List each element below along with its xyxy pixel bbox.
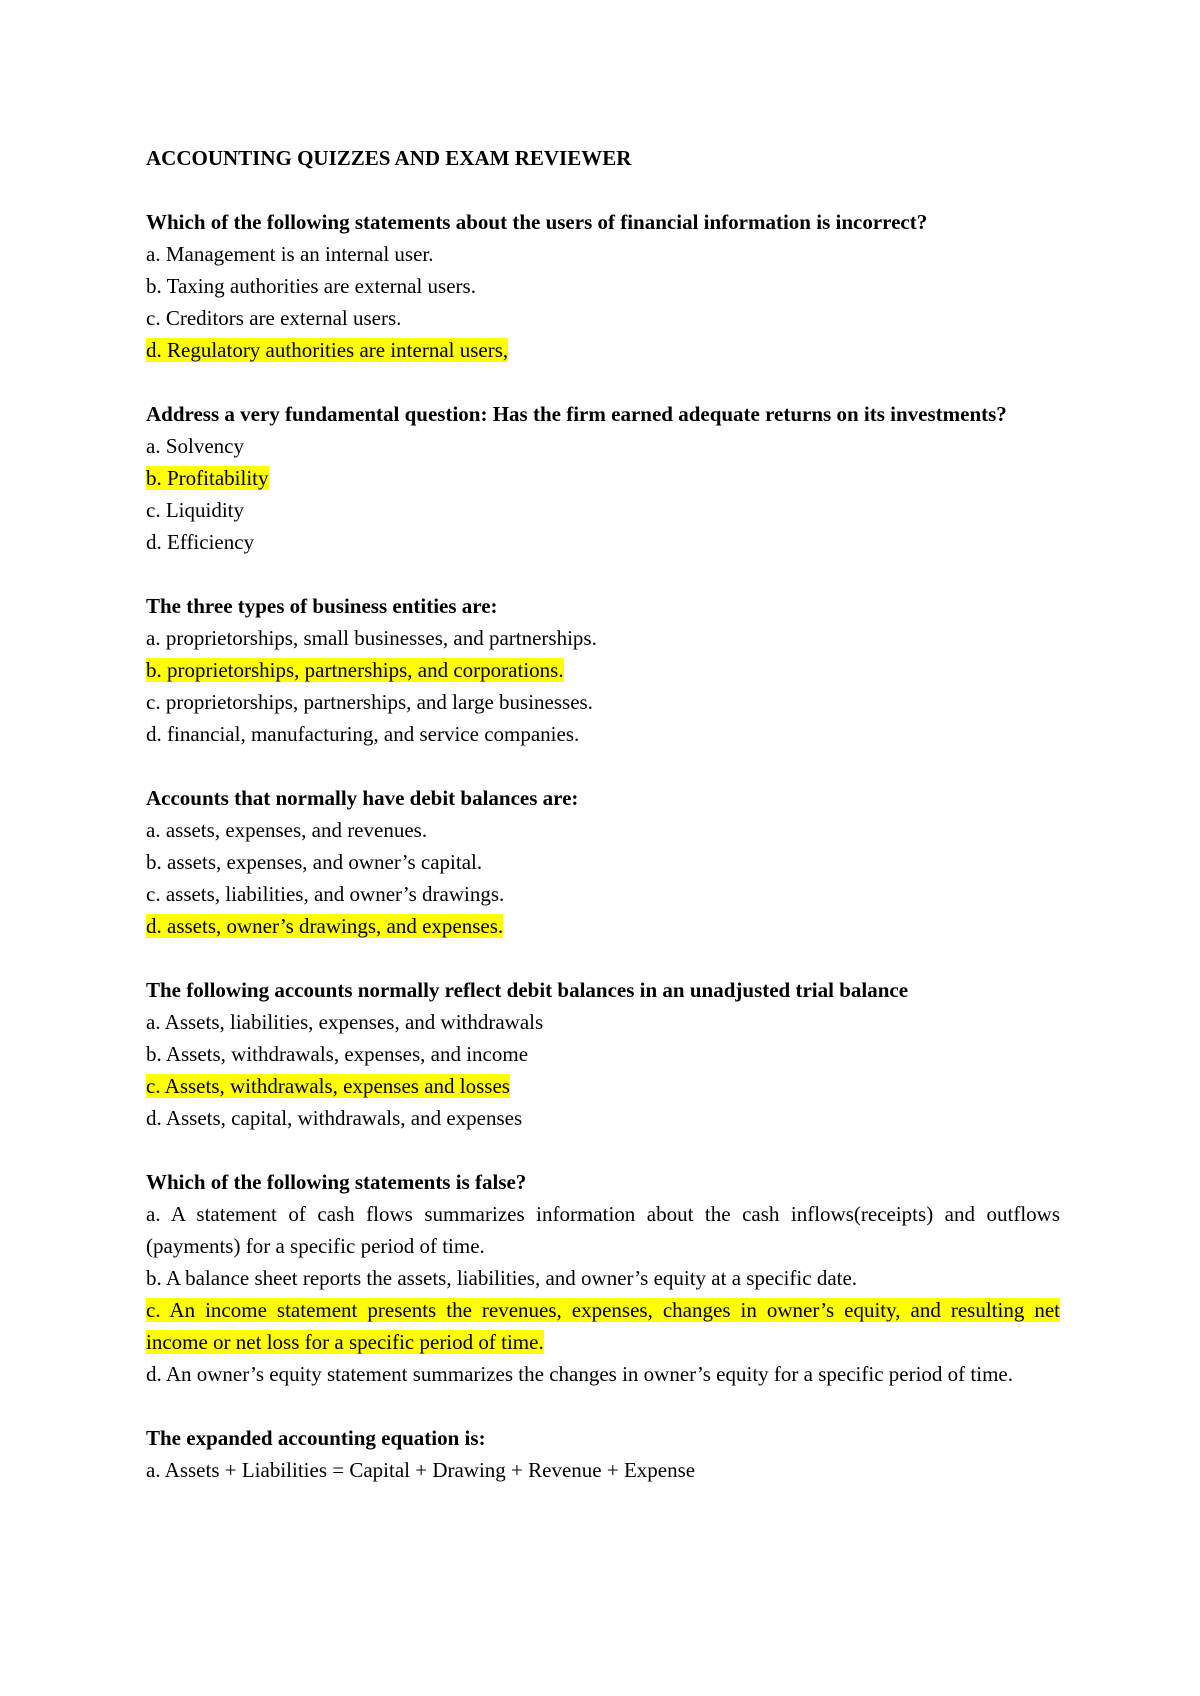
option-text: d. assets, owner’s drawings, and expenses. [146,914,504,938]
question-text: Address a very fundamental question: Has the firm earned adequate returns on its investments? [146,402,1007,426]
option-text: a. Assets, liabilities, expenses, and withdrawals [146,1010,544,1034]
question-block [146,1422,1060,1486]
answer-option [146,846,1060,878]
option-text: b. proprietorships, partnerships, and corporations. [146,658,564,682]
question-block [146,398,1060,558]
question-text: Accounts that normally have debit balances are: [146,786,579,810]
option-text: d. Efficiency [146,530,255,554]
option-text: c. assets, liabilities, and owner’s drawings. [146,882,505,906]
answer-option-highlighted [146,1070,1060,1102]
answer-option-highlighted [146,910,1060,942]
answer-option [146,622,1060,654]
answer-option [146,1102,1060,1134]
answer-option [146,526,1060,558]
question-block [146,1166,1060,1390]
answer-option [146,1006,1060,1038]
option-text: b. Profitability [146,466,269,490]
answer-option [146,686,1060,718]
question-block [146,206,1060,366]
answer-option [146,814,1060,846]
option-text: d. Assets, capital, withdrawals, and expenses [146,1106,523,1130]
question-block [146,974,1060,1134]
answer-option-highlighted [146,1294,1060,1358]
answer-option [146,1358,1060,1390]
option-text: d. Regulatory authorities are internal users, [146,338,509,362]
answer-option [146,1262,1060,1294]
answer-option-highlighted [146,462,1060,494]
answer-option [146,302,1060,334]
option-text: c. Liquidity [146,498,244,522]
question-text: The expanded accounting equation is: [146,1426,486,1450]
answer-option [146,1038,1060,1070]
answer-option [146,718,1060,750]
answer-option [146,430,1060,462]
answer-option-highlighted [146,334,1060,366]
option-text: d. financial, manufacturing, and service companies. [146,722,580,746]
question-list [146,206,1060,1486]
question-text: The three types of business entities are: [146,594,498,618]
question-block [146,590,1060,750]
answer-option [146,270,1060,302]
answer-option [146,878,1060,910]
answer-option [146,494,1060,526]
option-text: b. Assets, withdrawals, expenses, and income [146,1042,529,1066]
option-text: b. A balance sheet reports the assets, liabilities, and owner’s equity at a specific date. [146,1266,858,1290]
option-text: d. An owner’s equity statement summarizes the changes in owner’s equity for a specific period of time. [146,1362,1013,1386]
option-text: a. Assets + Liabilities = Capital + Drawing + Revenue + Expense [146,1458,696,1482]
option-text: a. Management is an internal user. [146,242,434,266]
option-text: b. Taxing authorities are external users. [146,274,476,298]
option-text: a. assets, expenses, and revenues. [146,818,428,842]
option-text: c. Creditors are external users. [146,306,402,330]
option-text: a. proprietorships, small businesses, and partnerships. [146,626,597,650]
answer-option [146,238,1060,270]
option-text: b. assets, expenses, and owner’s capital. [146,850,483,874]
document-content [146,142,1060,1518]
option-text: c. proprietorships, partnerships, and large businesses. [146,690,593,714]
question-block [146,782,1060,942]
answer-option-highlighted [146,654,1060,686]
option-text: a. Solvency [146,434,244,458]
question-text: The following accounts normally reflect debit balances in an unadjusted trial balance [146,978,909,1002]
option-text: c. An income statement presents the revenues, expenses, changes in owner’s equity, and resulting net income or net loss for a specific period of time. [146,1298,1060,1354]
question-text: Which of the following statements is false? [146,1170,527,1194]
answer-option [146,1198,1060,1262]
question-text: Which of the following statements about the users of financial information is incorrect? [146,210,928,234]
option-text: a. A statement of cash flows summarizes information about the cash inflows(receipts) and outflows (payments) for a specific period of time. [146,1202,1060,1258]
option-text: c. Assets, withdrawals, expenses and losses [146,1074,510,1098]
answer-option [146,1454,1060,1486]
document-title: ACCOUNTING QUIZZES AND EXAM REVIEWER [146,146,632,170]
